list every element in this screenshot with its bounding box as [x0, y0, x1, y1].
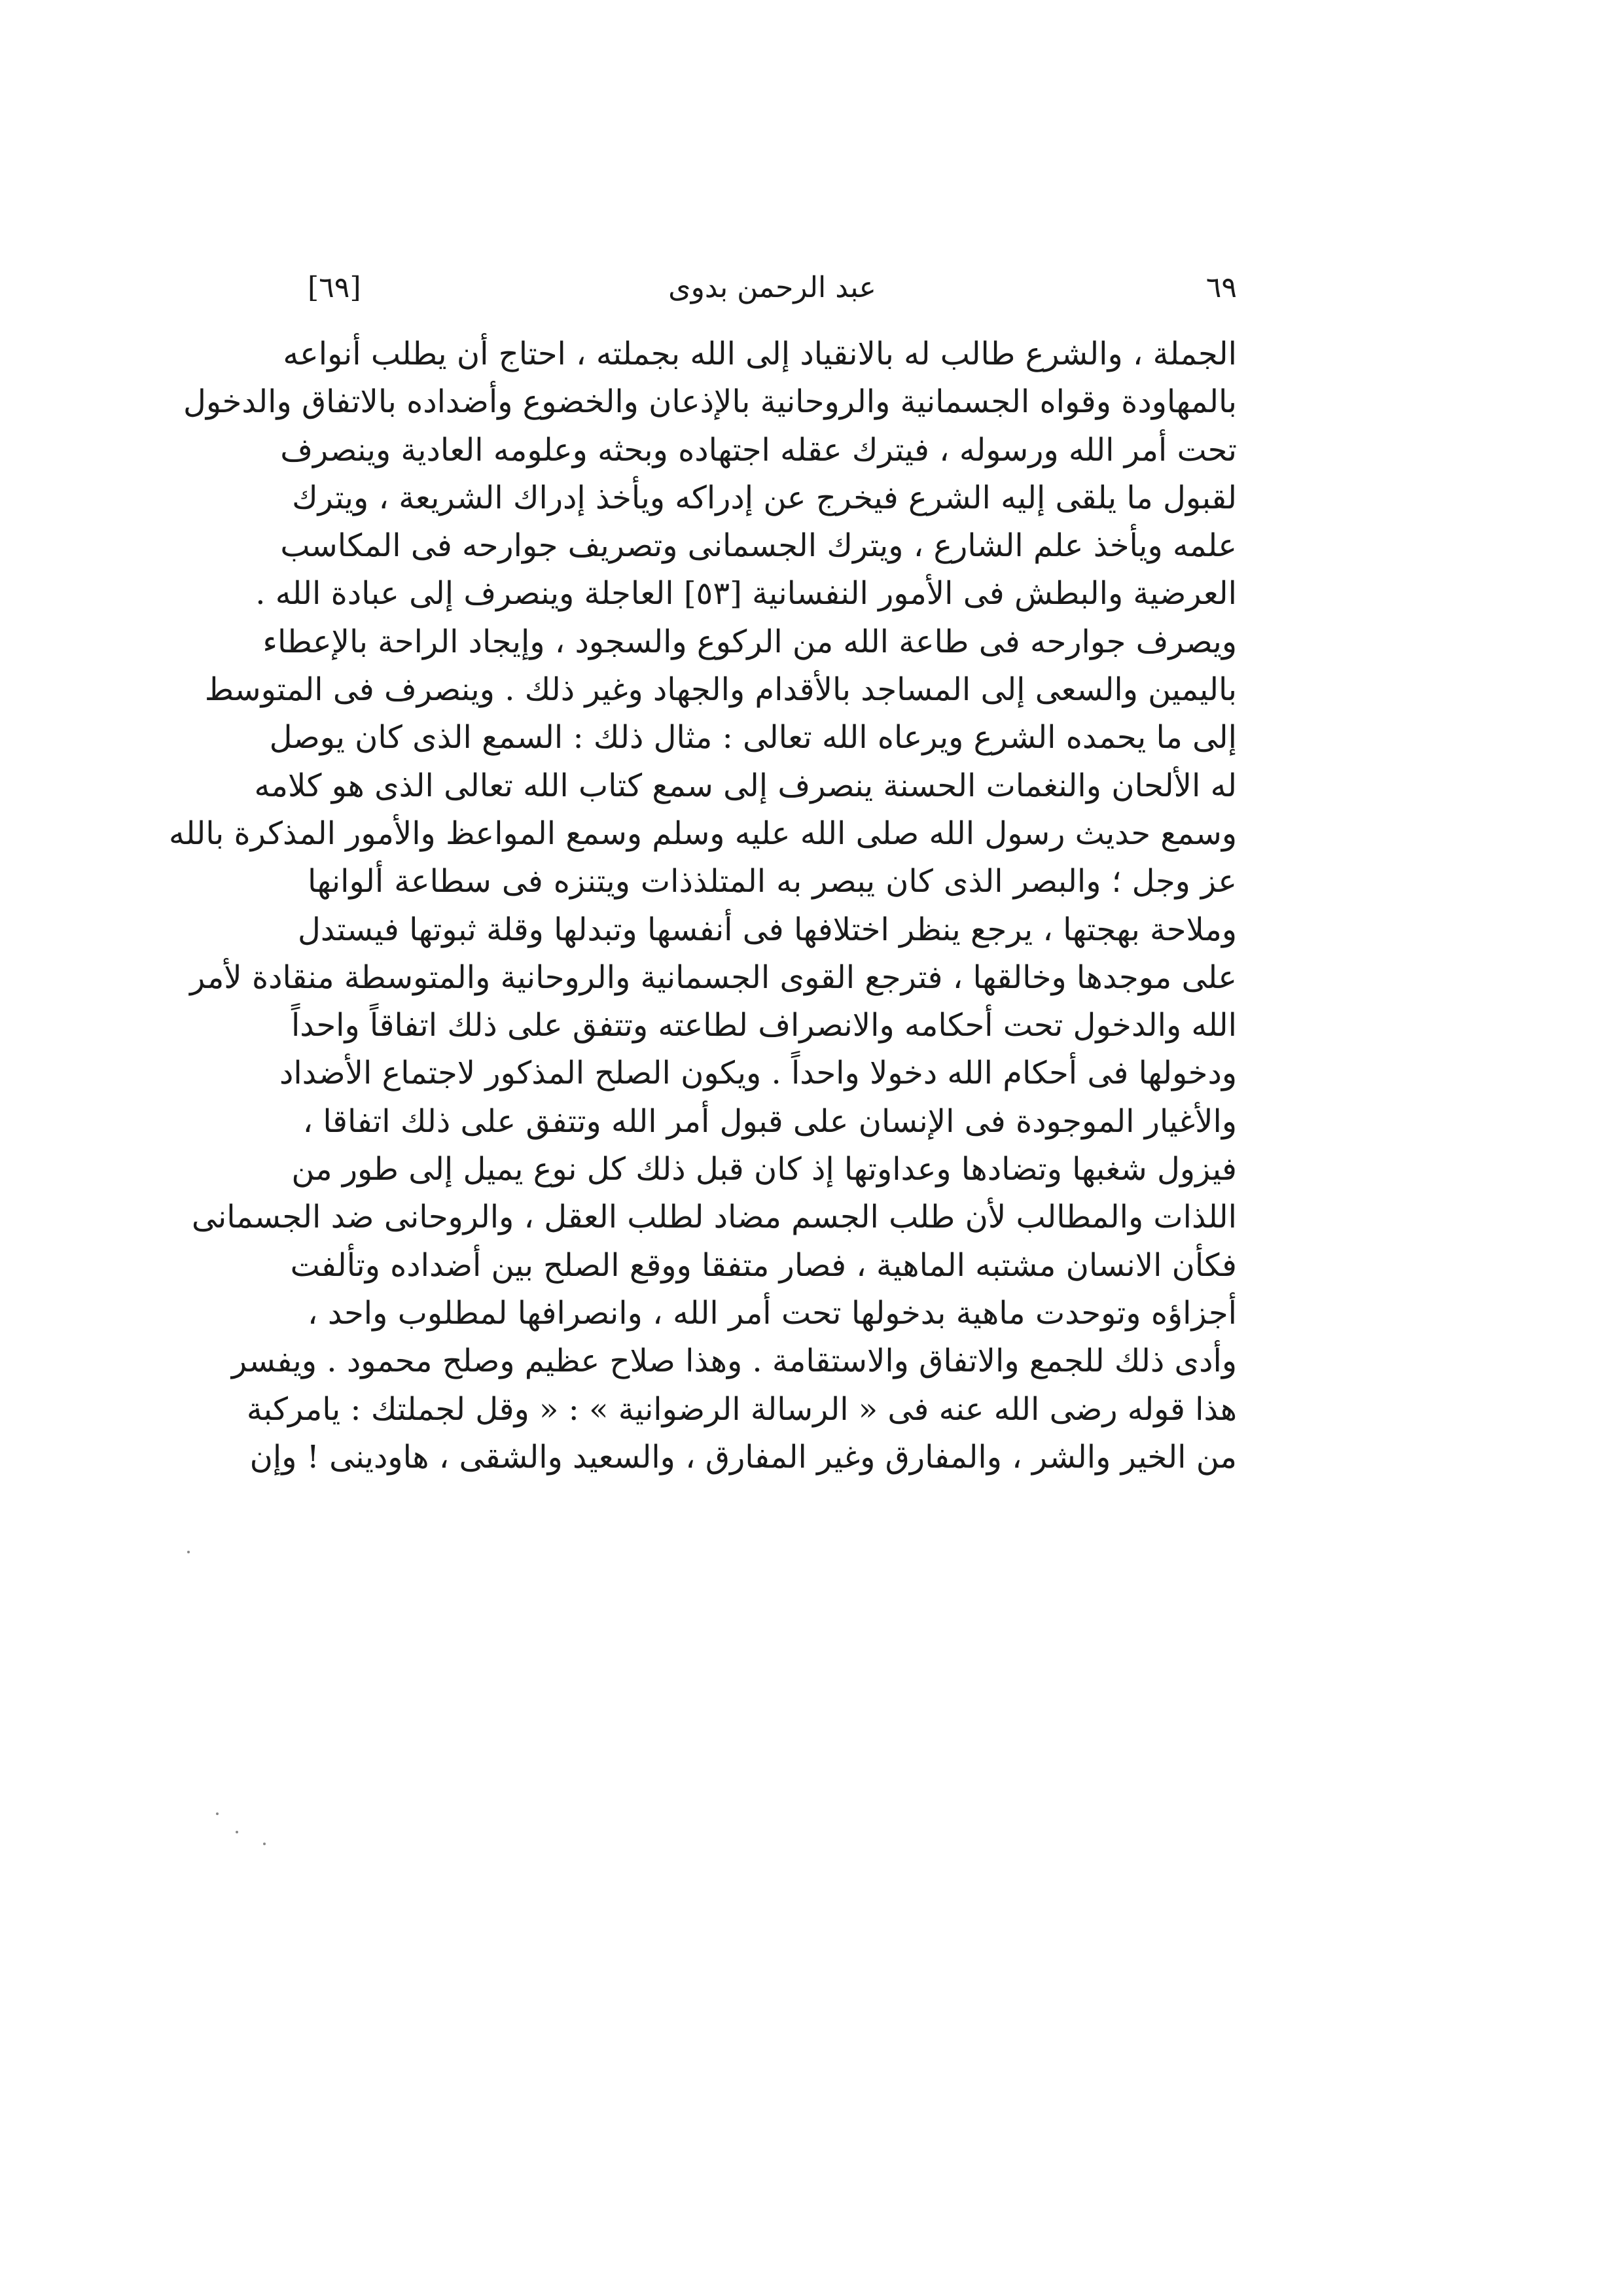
text-line: من الخير والشر ، والمفارق وغير المفارق ، والسعيد والشقى ، هاودينى ! وإن [249, 1438, 1237, 1475]
text-line: والأغيار الموجودة فى الإنسان على قبول أمر الله وتتفق على ذلك اتفاقا ، [302, 1103, 1237, 1140]
text-line: وأدى ذلك للجمع والاتفاق والاستقامة . وهذا صلاح عظيم وصلح محمود . ويفسر [231, 1343, 1237, 1380]
text-line: علمه ويأخذ علم الشارع ، ويترك الجسمانى وتصريف جوارحه فى المكاسب [280, 527, 1237, 565]
running-header [308, 262, 1237, 314]
section-reference: [٦٩] [308, 271, 361, 304]
text-line: أجزاؤه وتوحدت ماهية بدخولها تحت أمر الله ، وانصرافها لمطلوب واحد ، [308, 1294, 1237, 1332]
text-line: الله والدخول تحت أحكامه والانصراف لطاعته وتتفق على ذلك اتفاقاً واحداً [291, 1007, 1237, 1044]
body-text [169, 330, 1237, 1481]
text-line: فيزول شغبها وتضادها وعداوتها إذ كان قبل ذلك كل نوع يميل إلى طور من [291, 1151, 1237, 1188]
page-number: ٦٩ [1205, 271, 1237, 304]
running-head-author: عبد الرحمن بدوى [668, 271, 876, 304]
text-line: باليمين والسعى إلى المساجد بالأقدام والجهاد وغير ذلك . وينصرف فى المتوسط [204, 671, 1237, 709]
text-line: ودخولها فى أحكام الله دخولا واحداً . ويكون الصلح المذكور لاجتماع الأضداد [279, 1055, 1237, 1092]
text-line: ويصرف جوارحه فى طاعة الله من الركوع والسجود ، وإيجاد الراحة بالإعطاء [262, 623, 1237, 660]
text-line: تحت أمر الله ورسوله ، فيترك عقله اجتهاده وبحثه وعلومه العادية وينصرف [280, 431, 1237, 468]
text-line: له الألحان والنغمات الحسنة ينصرف إلى سمع كتاب الله تعالى الذى هو كلامه [254, 767, 1237, 804]
text-line: وسمع حديث رسول الله صلى الله عليه وسلم وسمع المواعظ والأمور المذكرة بالله [169, 815, 1237, 852]
text-line: فكأن الانسان مشتبه الماهية ، فصار متفقا ووقع الصلح بين أضداده وتألفت [290, 1246, 1237, 1284]
text-line: لقبول ما يلقى إليه الشرع فيخرج عن إدراكه ويأخذ إدراك الشريعة ، ويترك [292, 479, 1237, 516]
text-line: الجملة ، والشرع طالب له بالانقياد إلى الله بجملته ، احتاج أن يطلب أنواعه [283, 336, 1237, 372]
text-line: إلى ما يحمده الشرع ويرعاه الله تعالى : مثال ذلك : السمع الذى كان يوصل [269, 719, 1237, 756]
text-line: بالمهاودة وقواه الجسمانية والروحانية بالإذعان والخضوع وأضداده بالاتفاق والدخول [183, 383, 1237, 421]
text-line: اللذات والمطالب لأن طلب الجسم مضاد لطلب العقل ، والروحانى ضد الجسمانى [191, 1199, 1237, 1236]
text-line: عز وجل ؛ والبصر الذى كان يبصر به المتلذذات ويتنزه فى سطاعة ألوانها [308, 863, 1237, 900]
text-line: العرضية والبطش فى الأمور النفسانية [٥٣] العاجلة وينصرف إلى عبادة الله . [255, 575, 1237, 612]
text-line: هذا قوله رضى الله عنه فى « الرسالة الرضوانية » : « وقل لجملتك : يامركبة [246, 1390, 1237, 1428]
text-line: وملاحة بهجتها ، يرجع ينظر اختلافها فى أنفسها وتبدلها وقلة ثبوتها فيستدل [298, 911, 1237, 948]
text-line: على موجدها وخالقها ، فترجع القوى الجسمانية والروحانية والمتوسطة منقادة لأمر [190, 959, 1237, 996]
